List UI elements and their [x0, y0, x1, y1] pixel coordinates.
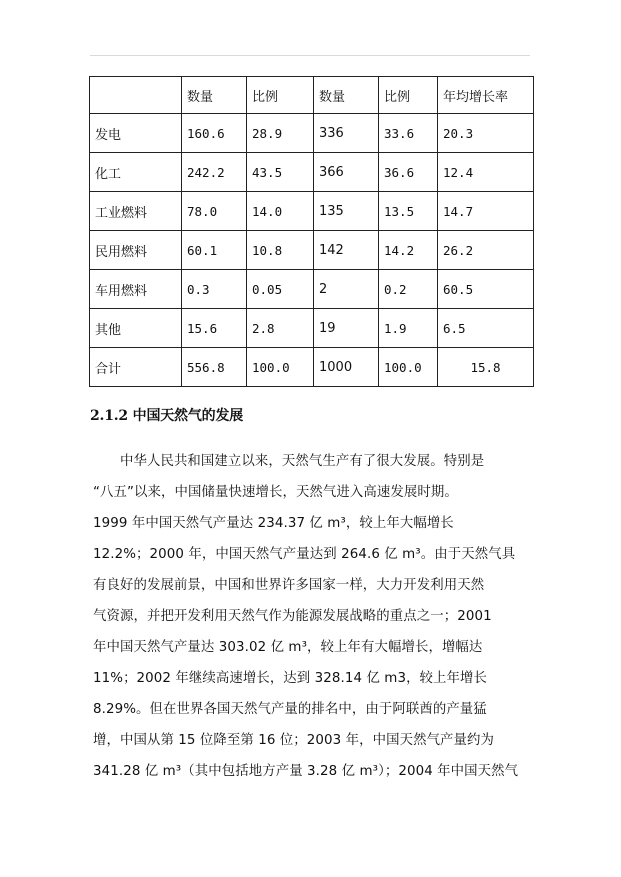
table-cell: 366 [314, 153, 379, 192]
paragraph-line: “八五”以来，中国储量快速增长，天然气进入高速发展时期。 [93, 485, 458, 500]
row-label: 工业燃料 [90, 192, 182, 231]
table-cell: 10.8 [247, 231, 314, 270]
table-cell: 142 [314, 231, 379, 270]
table-cell: 6.5 [438, 309, 534, 348]
table-cell: 100.0 [379, 348, 438, 387]
table-cell: 13.5 [379, 192, 438, 231]
table-header-row [90, 77, 534, 114]
header-cell-ratio-1: 比例 [247, 77, 314, 114]
table-cell: 100.0 [247, 348, 314, 387]
table-cell: 33.6 [379, 114, 438, 153]
header-cell-quantity-1: 数量 [182, 77, 247, 114]
table-cell: 0.2 [379, 270, 438, 309]
table-cell: 26.2 [438, 231, 534, 270]
table-cell: 14.7 [438, 192, 534, 231]
row-label: 发电 [90, 114, 182, 153]
paragraph-line: 341.28 亿 m³（其中包括地方产量 3.28 亿 m³）；2004 年中国天然气 [93, 764, 519, 779]
header-cell-quantity-2: 数量 [314, 77, 379, 114]
table-cell: 242.2 [182, 153, 247, 192]
table-cell: 0.05 [247, 270, 314, 309]
paragraph-line: 11%；2002 年继续高速增长，达到 328.14 亿 m3，较上年增长 [93, 671, 488, 686]
table-cell: 135 [314, 192, 379, 231]
table-cell: 19 [314, 309, 379, 348]
table-cell: 20.3 [438, 114, 534, 153]
table-cell: 14.2 [379, 231, 438, 270]
row-label: 车用燃料 [90, 270, 182, 309]
table-cell: 60.1 [182, 231, 247, 270]
paragraph-line: 中华人民共和国建立以来，天然气生产有了很大发展。特别是 [93, 454, 485, 469]
table-cell: 43.5 [247, 153, 314, 192]
paragraph-line: 年中国天然气产量达 303.02 亿 m³，较上年有大幅增长，增幅达 [93, 640, 483, 655]
table-cell: 1.9 [379, 309, 438, 348]
table-row [90, 231, 534, 270]
table-cell: 36.6 [379, 153, 438, 192]
table-cell: 0.3 [182, 270, 247, 309]
table-cell: 15.6 [182, 309, 247, 348]
page-header-rule [90, 55, 530, 56]
header-cell-growth-rate: 年均增长率 [438, 77, 534, 114]
table-body [90, 77, 534, 387]
row-label: 民用燃料 [90, 231, 182, 270]
table-cell: 556.8 [182, 348, 247, 387]
paragraph-line: 8.29%。但在世界各国天然气产量的排名中，由于阿联酋的产量猛 [93, 702, 487, 717]
row-label: 合计 [90, 348, 182, 387]
paragraph-line: 气资源，并把开发利用天然气作为能源发展战略的重点之一；2001 [93, 609, 492, 624]
body-paragraph [93, 446, 533, 787]
header-cell-empty [90, 77, 182, 114]
row-label: 其他 [90, 309, 182, 348]
table-total-row [90, 348, 534, 387]
paragraph-line: 12.2%；2000 年，中国天然气产量达到 264.6 亿 m³。由于天然气具 [93, 547, 516, 562]
table-row [90, 270, 534, 309]
table-row [90, 114, 534, 153]
table-cell: 14.0 [247, 192, 314, 231]
paragraph-line: 1999 年中国天然气产量达 234.37 亿 m³，较上年大幅增长 [93, 516, 454, 531]
table-cell: 1000 [314, 348, 379, 387]
table-cell: 2.8 [247, 309, 314, 348]
table-row [90, 153, 534, 192]
table-cell: 78.0 [182, 192, 247, 231]
header-cell-ratio-2: 比例 [379, 77, 438, 114]
table-cell: 12.4 [438, 153, 534, 192]
table-cell: 60.5 [438, 270, 534, 309]
table-row [90, 309, 534, 348]
table-cell: 336 [314, 114, 379, 153]
table-cell: 28.9 [247, 114, 314, 153]
gas-consumption-table [89, 76, 534, 387]
paragraph-line: 增，中国从第 15 位降至第 16 位；2003 年，中国天然气产量约为 [93, 733, 495, 748]
table-cell: 160.6 [182, 114, 247, 153]
table-cell: 2 [314, 270, 379, 309]
row-label: 化工 [90, 153, 182, 192]
section-heading: 2.1.2 中国天然气的发展 [90, 408, 244, 424]
paragraph-line: 有良好的发展前景，中国和世界许多国家一样，大力开发利用天然 [93, 578, 485, 593]
table-row [90, 192, 534, 231]
table-cell: 15.8 [438, 348, 534, 387]
